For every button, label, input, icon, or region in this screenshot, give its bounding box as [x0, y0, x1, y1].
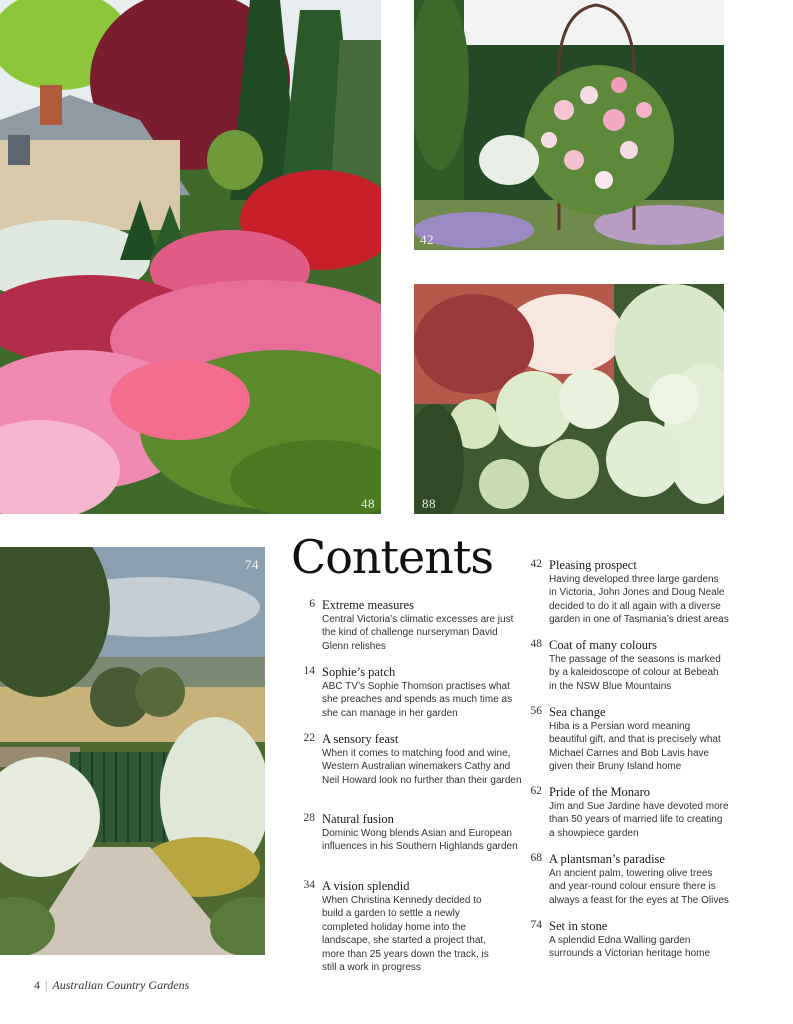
- toc-title: Pride of the Monaro: [549, 785, 651, 799]
- toc-page-number: 6: [309, 598, 315, 610]
- toc-description: An ancient palm, towering olive trees and year-round colour ensure there is always a feast for the eyes at The Olives: [549, 868, 729, 906]
- toc-page-number: 48: [530, 638, 542, 650]
- toc-page-number: 42: [530, 558, 542, 570]
- toc-page-number: 56: [530, 705, 542, 717]
- azalea-garden-photo: [0, 0, 381, 514]
- rose-obelisk-image: [414, 0, 724, 250]
- snowball-bush-photo: [414, 284, 724, 514]
- toc-description: Central Victoria’s climatic excesses are just the kind of challenge nurseryman David Glenn relishes: [322, 614, 514, 652]
- toc-title: Coat of many colours: [549, 638, 657, 652]
- garden-gate-photo: [0, 547, 265, 955]
- toc-page-number: 68: [530, 852, 542, 864]
- photo-page-number: 88: [422, 496, 436, 511]
- toc-description: Hiba is a Persian word meaning beautiful gift, and that is precisely what Michael Carnes and Bob Lavis have given their Bruny Island home: [549, 721, 721, 773]
- contents-heading: Contents: [291, 530, 493, 584]
- azalea-garden-image: [0, 0, 381, 514]
- page-footer: [34, 978, 189, 993]
- toc-page-number: 14: [303, 665, 315, 677]
- toc-page-number: 28: [303, 812, 315, 824]
- toc-title: Pleasing prospect: [549, 558, 637, 572]
- toc-description: ABC TV’s Sophie Thomson practises what she preaches and spends as much time as she can manage in her garden: [322, 681, 513, 719]
- snowball-bush-image: [414, 284, 724, 514]
- toc-title: A sensory feast: [322, 732, 399, 746]
- toc-title: A plantsman’s paradise: [549, 852, 665, 866]
- rose-obelisk-photo: [414, 0, 724, 250]
- photo-page-number: 48: [361, 496, 375, 511]
- folio-page-number: 4: [34, 978, 40, 992]
- toc-description: A splendid Edna Walling garden surrounds a Victorian heritage home: [549, 935, 711, 960]
- toc-title: A vision splendid: [322, 879, 410, 893]
- toc-page-number: 34: [303, 879, 315, 891]
- magazine-name: Australian Country Gardens: [52, 978, 190, 992]
- toc-description: Jim and Sue Jardine have devoted more than 50 years of married life to creating a showpiece garden: [549, 801, 729, 839]
- toc-title: Natural fusion: [322, 812, 394, 826]
- toc-page-number: 62: [530, 785, 542, 797]
- toc-description: When it comes to matching food and wine, Western Australian winemakers Cathy and Neil Howard look no further than their garden: [322, 748, 522, 786]
- toc-description: Dominic Wong blends Asian and European influences in his Southern Highlands garden: [322, 828, 518, 853]
- toc-title: Extreme measures: [322, 598, 414, 612]
- toc-page-number: 22: [303, 732, 315, 744]
- garden-gate-image: [0, 547, 265, 955]
- toc-title: Set in stone: [549, 919, 608, 933]
- toc-description: The passage of the seasons is marked by a kaleidoscope of colour at Bebeah in the NSW Blue Mountains: [549, 654, 721, 692]
- toc-description: Having developed three large gardens in Victoria, John Jones and Doug Neale decided to do it all again with a diverse garden in one of Tasmania’s driest areas: [549, 574, 729, 626]
- photo-page-number: 74: [245, 557, 259, 572]
- footer-separator: |: [45, 978, 48, 992]
- toc-title: Sea change: [549, 705, 606, 719]
- photo-page-number: 42: [420, 232, 434, 247]
- toc-title: Sophie’s patch: [322, 665, 396, 679]
- toc-description: When Christina Kennedy decided to build a garden to settle a newly completed holiday home into the landscape, she started a project that, more than 25 years down the track, is still a work in progress: [322, 895, 489, 974]
- toc-page-number: 74: [530, 919, 542, 931]
